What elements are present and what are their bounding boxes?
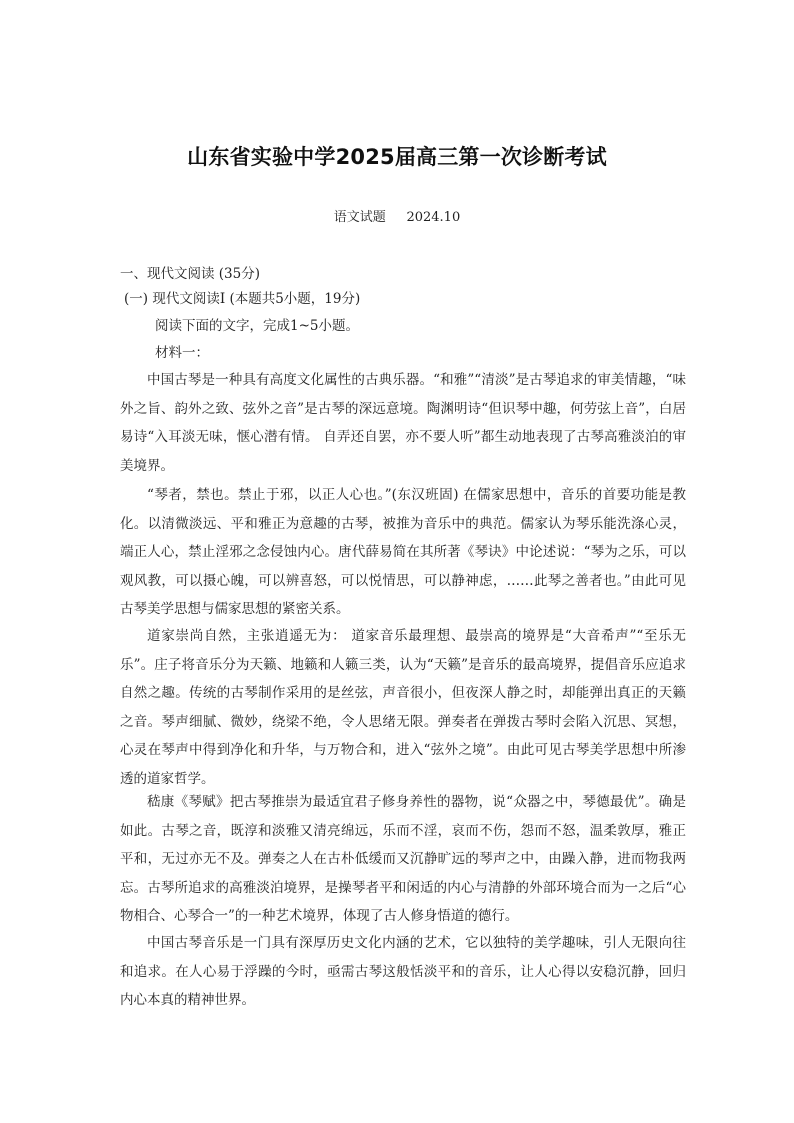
material-label: 材料一： (155, 345, 209, 361)
exam-title: 山东省实验中学2025届高三第一次诊断考试 (187, 145, 607, 169)
paragraph-3: 道家崇尚自然，主张逍遥无为： 道家音乐最理想、最崇高的境界是“大音希声”“至乐无乐”。庄子将音乐分为天籁、地籁和人籁三类，认为“天籁”是音乐的最高境界，提倡音乐应追求自然之趣。传统的古琴制作采用的是丝弦，声音很小，但夜深人静之时，却能弹出真正的天籁之音。琴声细腻、微妙，绕梁不绝，令人思绪无限。弹奏者在弹拨古琴时会陷入沉思、冥想，心灵在琴声中得到净化和升华，与万物合和，进入“弦外之境”。由此可见古琴美学思想中所渗透的道家哲学。 (120, 628, 686, 787)
subject-label: 语文试题 (333, 210, 386, 225)
section-subheading: (一) 现代文阅读Ⅰ (本题共5小题，19分) (124, 291, 361, 307)
paragraph-5: 中国古琴音乐是一门具有深厚历史文化内涵的艺术，它以独特的美学趣味，引人无限向往和追求。在人心易于浮躁的今时，亟需古琴这般恬淡平和的音乐，让人心得以安稳沉静，回归内心本真的精神世界。 (120, 935, 686, 1008)
exam-date: 2024.10 (406, 210, 461, 225)
paragraph-4: 嵇康《琴赋》把古琴推崇为最适宜君子修身养性的器物，说“众器之中，琴德最优”。确是如此。古琴之音，既淳和淡雅又清亮绵远，乐而不淫，哀而不伤，怨而不怒，温柔敦厚，雅正平和，无过亦无不及。弹奏之人在古朴低缓而又沉静旷远的琴声之中，由躁入静，进而物我两忘。古琴所追求的高雅淡泊境界，是操琴者平和闲适的内心与清静的外部环境合而为一之后“心物相合、心琴合一”的一种艺术境界，体现了古人修身悟道的德行。 (120, 794, 686, 924)
paragraph-1: 中国古琴是一种具有高度文化属性的古典乐器。“和雅”“清淡”是古琴追求的审美情趣，“味外之旨、韵外之致、弦外之音”是古琴的深远意境。陶渊明诗“但识琴中趣，何劳弦上音”，白居易诗“入耳淡无味，惬心潜有情。 自弄还自罢，亦不要人听”都生动地表现了古琴高雅淡泊的审美境界。 (120, 372, 686, 474)
section-heading: 一、现代文阅读 (35分) (120, 266, 261, 282)
exam-subtitle (0, 206, 794, 225)
reading-instruction: 阅读下面的文字，完成1~5小题。 (155, 318, 359, 334)
paragraph-2: “琴者，禁也。禁止于邪，以正人心也。”(东汉班固) 在儒家思想中，音乐的首要功能是教化。以清微淡远、平和雅正为意趣的古琴，被推为音乐中的典范。儒家认为琴乐能洗涤心灵，端正人心，禁止淫邪之念侵蚀内心。唐代薛易简在其所著《琴诀》中论述说：“琴为之乐，可以观风教，可以摄心魄，可以辨喜怒，可以悦情思，可以静神虑，……此琴之善者也。”由此可见古琴美学思想与儒家思想的紧密关系。 (120, 487, 686, 617)
